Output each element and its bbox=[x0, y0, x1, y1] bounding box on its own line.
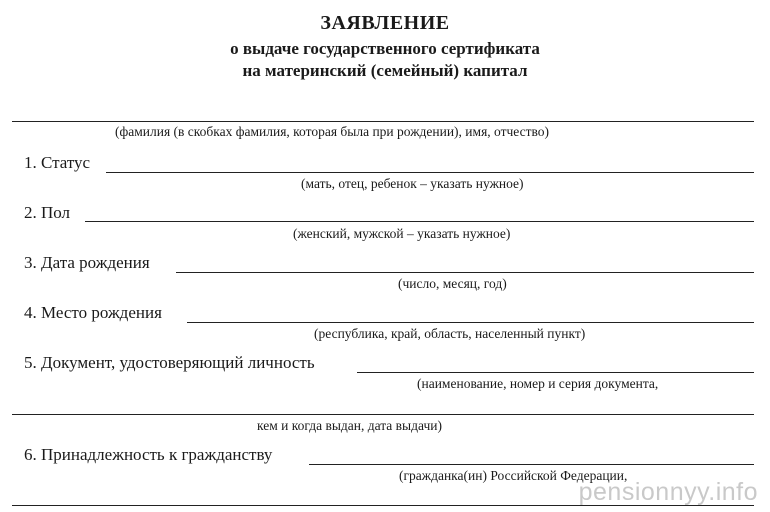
birth-date-input-line[interactable] bbox=[176, 272, 754, 273]
birth-place-label: 4. Место рождения bbox=[24, 303, 162, 322]
citizenship-input-line[interactable] bbox=[309, 464, 754, 465]
identity-document-input-line[interactable] bbox=[357, 372, 754, 373]
identity-document-issued-input-line[interactable] bbox=[12, 414, 754, 415]
fio-hint: (фамилия (в скобках фамилия, которая была при рождении), имя, отчество) bbox=[115, 124, 550, 139]
identity-document-hint: (наименование, номер и серия документа, bbox=[417, 376, 659, 391]
sex-input-line[interactable] bbox=[85, 221, 754, 222]
citizenship-label: 6. Принадлежность к гражданству bbox=[24, 445, 273, 464]
birth-date-hint: (число, месяц, год) bbox=[398, 276, 507, 291]
identity-document-issued-hint: кем и когда выдан, дата выдачи) bbox=[257, 418, 442, 433]
sex-label: 2. Пол bbox=[24, 203, 71, 222]
birth-place-input-line[interactable] bbox=[187, 322, 754, 323]
birth-date-label: 3. Дата рождения bbox=[24, 253, 150, 272]
form-title: ЗАЯВЛЕНИЕ bbox=[320, 12, 450, 34]
identity-document-label: 5. Документ, удостоверяющий личность bbox=[24, 353, 315, 372]
status-hint: (мать, отец, ребенок – указать нужное) bbox=[301, 176, 524, 191]
form-subtitle-line-2: на материнский (семейный) капитал bbox=[242, 61, 528, 80]
citizenship-hint: (гражданка(ин) Российской Федерации, bbox=[399, 468, 628, 483]
birth-place-hint: (республика, край, область, населенный пункт) bbox=[314, 326, 586, 341]
sex-hint: (женский, мужской – указать нужное) bbox=[293, 226, 511, 241]
status-label: 1. Статус bbox=[24, 153, 91, 172]
watermark: pensionnyy.info bbox=[578, 478, 758, 506]
form-subtitle-line-1: о выдаче государственного сертификата bbox=[230, 39, 540, 58]
status-input-line[interactable] bbox=[106, 172, 754, 173]
fio-input-line[interactable] bbox=[12, 121, 754, 122]
